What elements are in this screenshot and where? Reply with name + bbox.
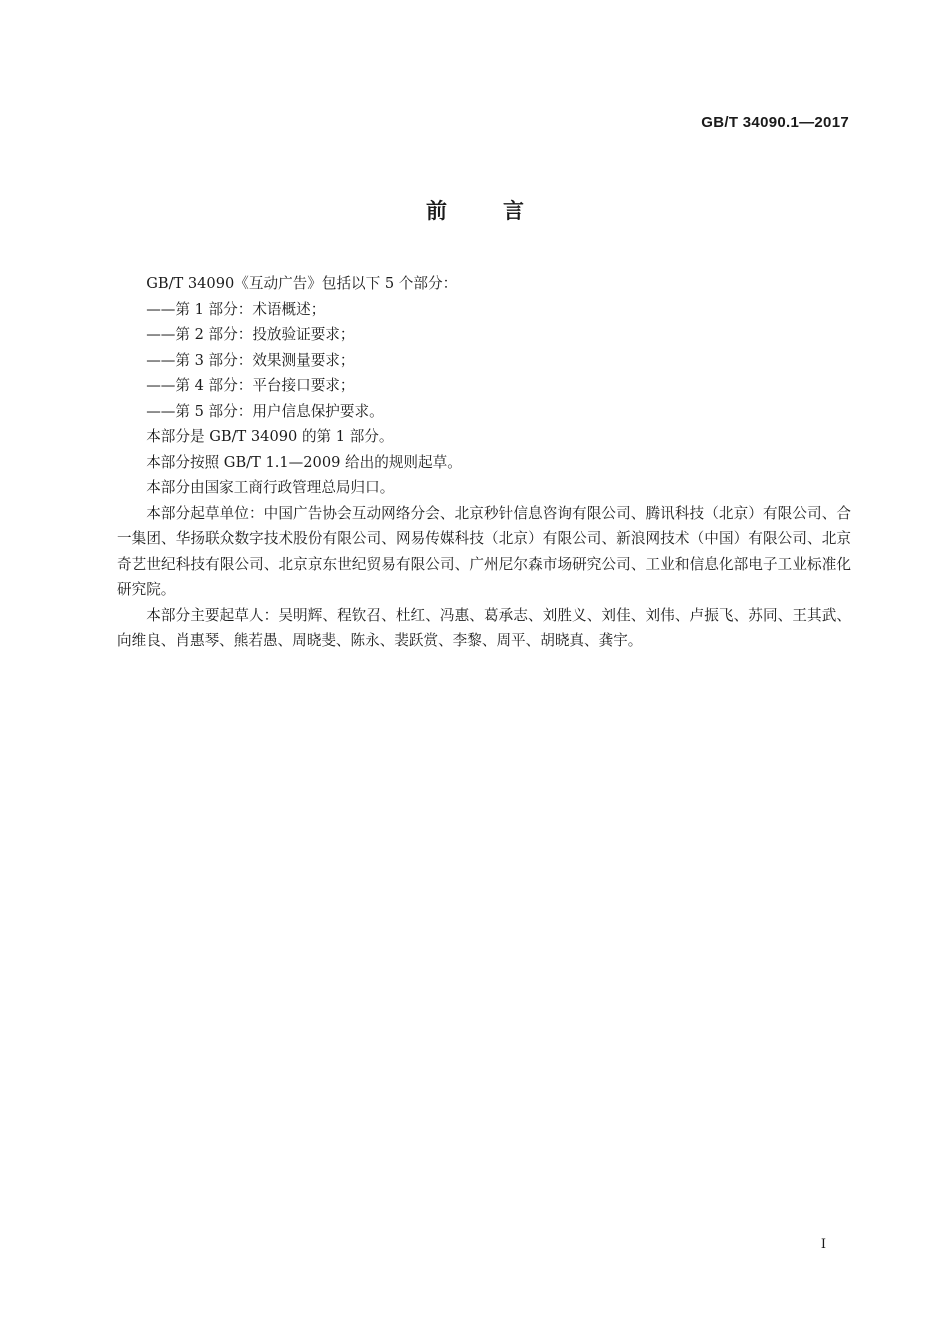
list-item-part-3: ——第 3 部分：效果测量要求； <box>146 351 355 369</box>
page-number: I <box>820 1237 826 1252</box>
section-title: 前言 <box>426 199 580 223</box>
paragraph-parts-intro: GB/T 34090《互动广告》包括以下 5 个部分： <box>146 275 458 292</box>
foreword-body <box>117 271 851 654</box>
list-item-part-4: ——第 4 部分：平台接口要求； <box>146 377 355 394</box>
list-item-part-2: ——第 2 部分：投放验证要求； <box>146 326 355 343</box>
paragraph-part-statement: 本部分是 GB/T 34090 的第 1 部分。 <box>146 428 394 445</box>
paragraph-drafting-organizations: 本部分起草单位：中国广告协会互动网络分会、北京秒针信息咨询有限公司、腾讯科技（北京）有限公司、合一集团、华扬联众数字技术股份有限公司、网易传媒科技（北京）有限公司、新浪网技术（中国）有限公司、北京奇艺世纪科技有限公司、北京京东世纪贸易有限公司、广州尼尔森市场研究公司、工业和信息化部电子工业标准化研究院。 <box>117 504 851 598</box>
standard-number: GB/T 34090.1—2017 <box>701 114 849 131</box>
list-item-part-5: ——第 5 部分：用户信息保护要求。 <box>146 402 384 420</box>
paragraph-responsible-body: 本部分由国家工商行政管理总局归口。 <box>146 479 395 496</box>
list-item-part-1: ——第 1 部分：术语概述； <box>146 300 326 318</box>
paragraph-drafters: 本部分主要起草人：吴明辉、程钦召、杜红、冯惠、葛承志、刘胜义、刘佳、刘伟、卢振飞、苏同、王其武、向维良、肖惠琴、熊若愚、周晓斐、陈永、裴跃赏、李黎、周平、胡晓真、龚宇。 <box>117 606 851 649</box>
paragraph-drafting-rules: 本部分按照 GB/T 1.1—2009 给出的规则起草。 <box>146 453 462 471</box>
